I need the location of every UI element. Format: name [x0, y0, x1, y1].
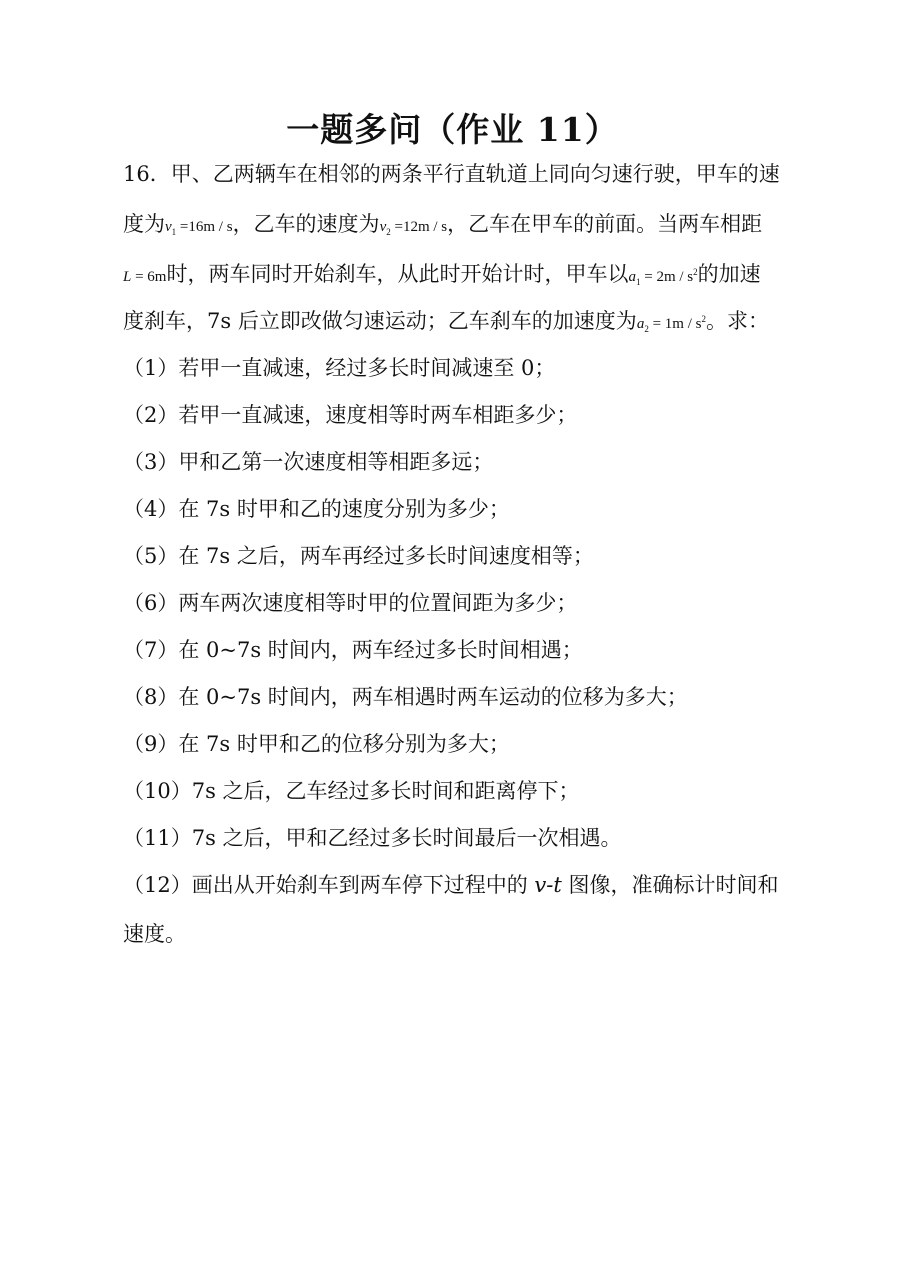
question-6: （6）两车两次速度相等时甲的位置间距为多少；: [123, 591, 578, 615]
formula-a1: $a_1 = 2m / s^2$: [628, 267, 698, 287]
problem-line-1: 16．甲、乙两辆车在相邻的两条平行直轨道上同向匀速行驶，甲车的速: [123, 162, 780, 186]
question-4: （4）在 7s 时甲和乙的速度分别为多少；: [123, 497, 510, 521]
problem-line-4: 度刹车，7s 后立即改做匀速运动；乙车刹车的加速度为$a_2 = 1m / s^2$。求：: [123, 309, 769, 334]
formula-v1: $v_1 =16m / s$: [165, 219, 233, 237]
question-12: （12）画出从开始刹车到两车停下过程中的 v-t 图像，准确标计时间和: [123, 873, 779, 897]
formula-v2: $v_2 =12m / s$: [379, 219, 448, 237]
question-2: （2）若甲一直减速，速度相等时两车相距多少；: [123, 403, 578, 427]
question-11: （11）7s 之后，甲和乙经过多长时间最后一次相遇。: [123, 826, 622, 850]
question-5: （5）在 7s 之后，两车再经过多长时间速度相等；: [123, 544, 594, 568]
page-title: 一题多问（作业 11）: [286, 110, 619, 149]
question-10: （10）7s 之后，乙车经过多长时间和距离停下；: [123, 779, 580, 803]
question-12-continued: 速度。: [123, 922, 186, 946]
question-1: （1）若甲一直减速，经过多长时间减速至 0；: [123, 356, 556, 380]
formula-L: L = 6m: [123, 269, 167, 285]
question-3: （3）甲和乙第一次速度相等相距多远；: [123, 450, 494, 474]
question-9: （9）在 7s 时甲和乙的位移分别为多大；: [123, 732, 510, 756]
problem-line-2: 度为$v_1 =16m / s$，乙车的速度为$v_2 =12m / s$，乙车在甲车的前面。当两车相距: [123, 212, 763, 237]
question-7: （7）在 0~7s 时间内，两车经过多长时间相遇；: [123, 638, 583, 662]
question-8: （8）在 0~7s 时间内，两车相遇时两车运动的位移为多大；: [123, 685, 688, 709]
formula-a2: $a_2 = 1m / s^2$: [636, 314, 706, 334]
problem-line-3: L = 6m时，两车同时开始刹车，从此时开始计时，甲车以$a_1 = 2m / s^2$的加速: [123, 262, 761, 287]
